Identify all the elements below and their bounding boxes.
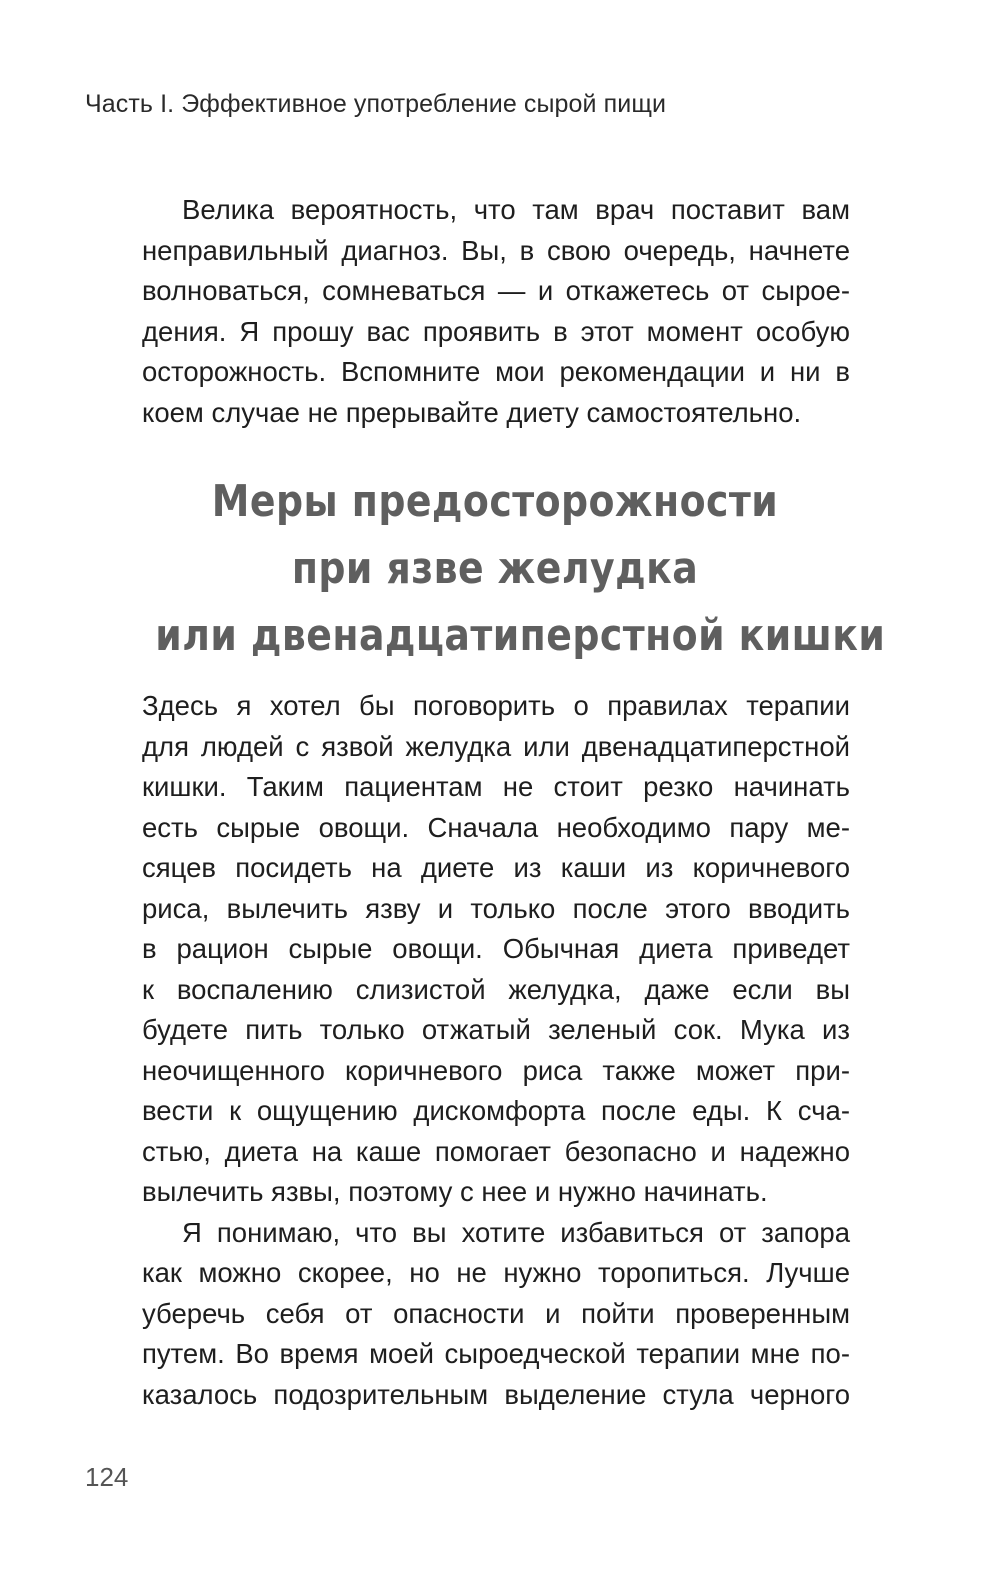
text-line: казалось подозрительным выделение стула черного xyxy=(142,1378,850,1410)
running-header: Часть I. Эффективное употребление сырой пищи xyxy=(85,90,667,118)
text-line: уберечь себя от опасности и пойти проверенным xyxy=(142,1297,850,1329)
text-line: будете пить только отжатый зеленый сок. Мука из xyxy=(142,1014,850,1045)
text-line: к воспалению слизистой желудка, даже если вы xyxy=(142,973,850,1005)
paragraph-block-2 xyxy=(142,686,850,1415)
section-heading-line: или двенадцатиперстной кишки xyxy=(155,610,886,661)
text-line: стью, диета на каше помогает безопасно и надежно xyxy=(142,1135,850,1167)
section-heading xyxy=(100,468,890,669)
text-line: вести к ощущению дискомфорта после еды. К сча- xyxy=(142,1095,850,1126)
text-line: осторожность. Вспомните мои рекомендации и ни в xyxy=(142,356,850,387)
text-line: сяцев посидеть на диете из каши из коричневого xyxy=(142,852,850,883)
text-line: для людей с язвой желудка или двенадцатиперстной xyxy=(142,730,850,762)
text-line: Здесь я хотел бы поговорить о правилах терапии xyxy=(142,690,850,721)
text-line: есть сырые овощи. Сначала необходимо пару ме- xyxy=(142,811,850,843)
page-number: 124 xyxy=(85,1462,129,1492)
paragraph-block-1 xyxy=(142,190,850,433)
text-line: коем случае не прерывайте диету самостоятельно. xyxy=(142,396,802,428)
text-line: Велика вероятность, что там врач поставит вам xyxy=(182,194,850,225)
text-line: кишки. Таким пациентам не стоит резко начинать xyxy=(142,771,850,802)
text-line: в рацион сырые овощи. Обычная диета приведет xyxy=(142,933,850,964)
text-line: дения. Я прошу вас проявить в этот момент особую xyxy=(142,315,850,347)
text-line: путем. Во время моей сыроедческой терапии мне по- xyxy=(142,1338,850,1369)
text-line: риса, вылечить язву и только после этого вводить xyxy=(142,892,850,924)
text-line: как можно скорее, но не нужно торопиться. Лучше xyxy=(142,1257,850,1288)
section-heading-line: Меры предосторожности xyxy=(211,476,779,527)
text-line: неправильный диагноз. Вы, в свою очередь, начнете xyxy=(142,234,850,266)
text-line: волноваться, сомневаться — и откажетесь от сырое- xyxy=(142,275,850,306)
text-line: вылечить язвы, поэтому с нее и нужно начинать. xyxy=(142,1176,768,1207)
section-heading-line: при язве желудка xyxy=(291,543,699,594)
text-line: неочищенного коричневого риса также может при- xyxy=(142,1054,850,1086)
text-line: Я понимаю, что вы хотите избавиться от запора xyxy=(182,1216,850,1248)
